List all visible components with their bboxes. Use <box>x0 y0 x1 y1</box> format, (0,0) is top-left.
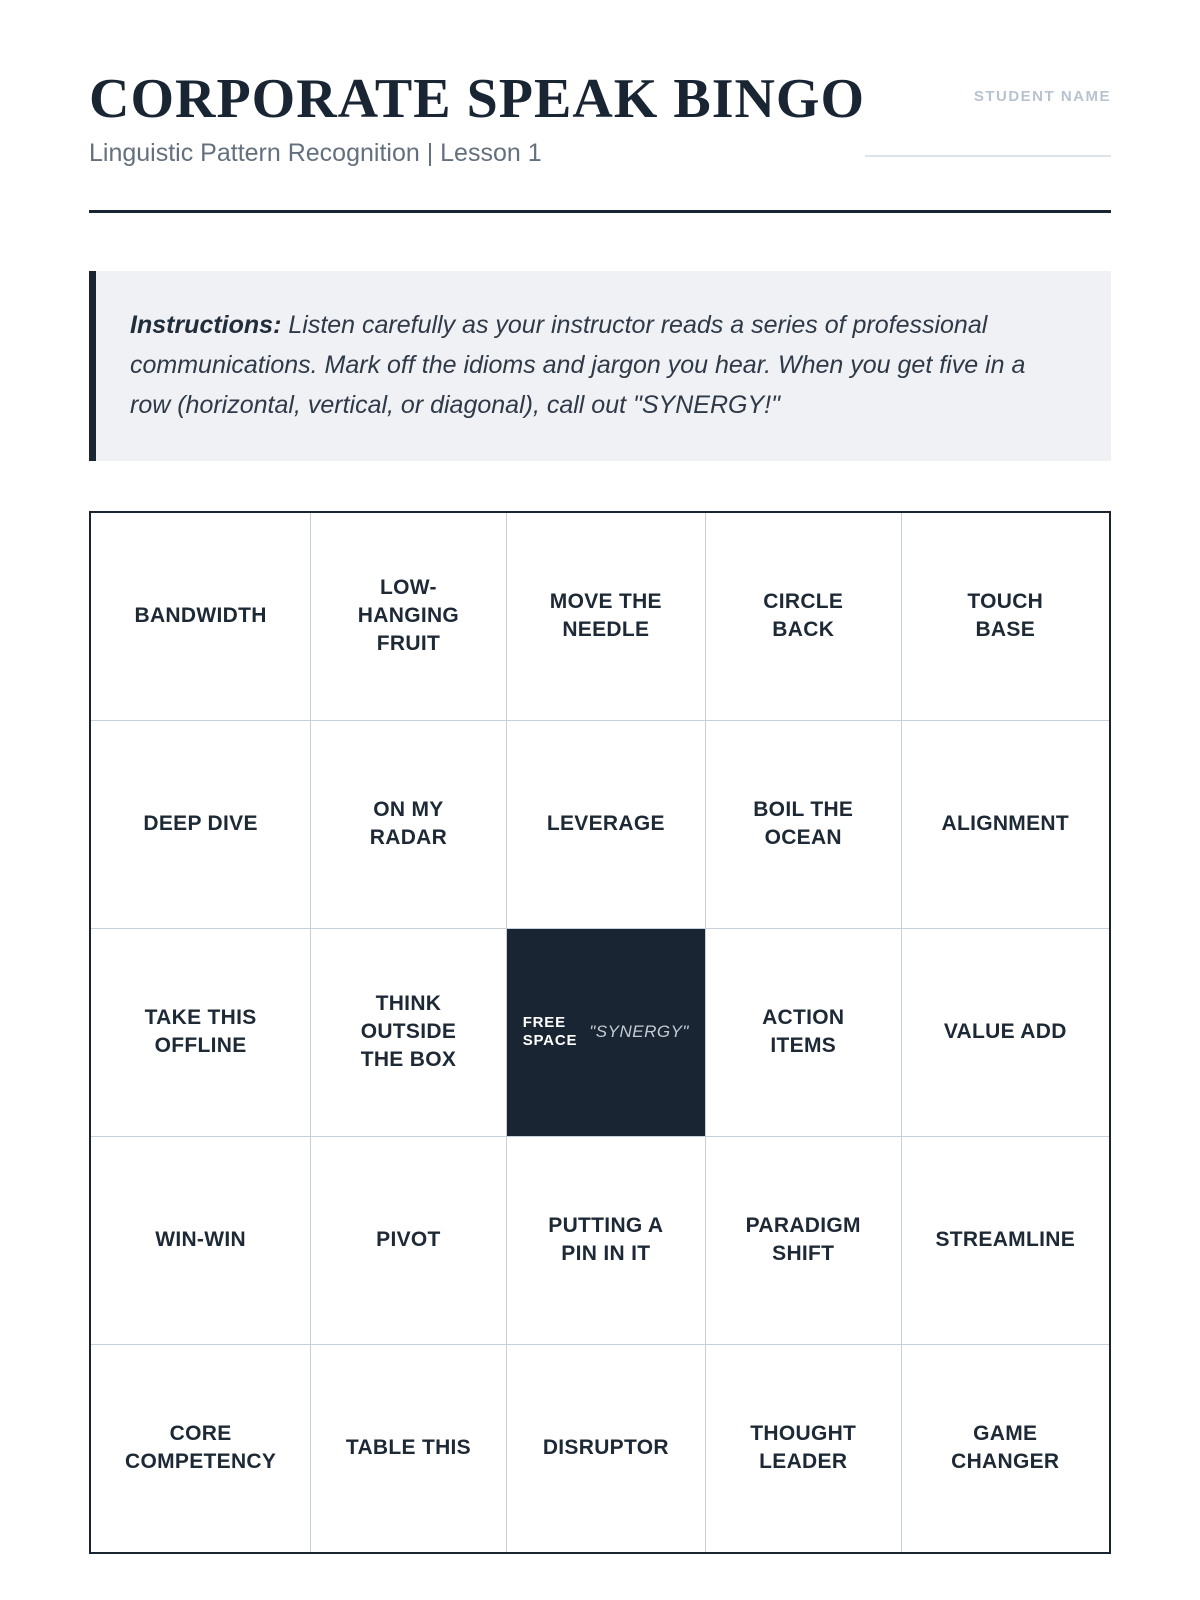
header-text-group <box>89 70 865 168</box>
bingo-grid <box>89 511 1111 1554</box>
page-subtitle: Linguistic Pattern Recognition | Lesson 1 <box>89 138 542 167</box>
bingo-cell[interactable]: MOVE THE NEEDLE <box>507 513 705 720</box>
student-name-label: STUDENT NAME <box>973 88 1111 105</box>
bingo-cell[interactable]: ACTION ITEMS <box>706 929 901 1136</box>
bingo-cell[interactable]: ALIGNMENT <box>902 721 1110 928</box>
student-name-input-line[interactable] <box>865 155 1111 157</box>
instructions-label: Instructions: <box>130 310 282 339</box>
instructions-text: Listen carefully as your instructor reads a series of professional communications. Mark off the idioms and jargon you hear. When you get five in a row (horizontal, vertical, or diagonal), call out "SYNERGY!" <box>130 310 1026 419</box>
student-name-block <box>865 70 1111 157</box>
bingo-cell[interactable]: THINK OUTSIDE THE BOX <box>311 929 506 1136</box>
bingo-cell[interactable]: LOW-HANGING FRUIT <box>311 513 506 720</box>
bingo-cell[interactable]: LEVERAGE <box>507 721 705 928</box>
bingo-cell[interactable]: THOUGHT LEADER <box>706 1345 901 1552</box>
bingo-cell[interactable]: TAKE THIS OFFLINE <box>91 929 310 1136</box>
free-space-label <box>523 1014 578 1052</box>
instructions-box <box>89 271 1111 461</box>
worksheet-page <box>89 0 1111 1554</box>
bingo-cell[interactable]: GAME CHANGER <box>902 1345 1110 1552</box>
bingo-cell[interactable]: STREAMLINE <box>902 1137 1110 1344</box>
bingo-cell[interactable]: VALUE ADD <box>902 929 1110 1136</box>
bingo-cell[interactable]: CORE COMPETENCY <box>91 1345 310 1552</box>
bingo-cell[interactable]: TABLE THIS <box>311 1345 506 1552</box>
bingo-cell[interactable]: DISRUPTOR <box>507 1345 705 1552</box>
header <box>89 70 1111 168</box>
bingo-cell[interactable]: DEEP DIVE <box>91 721 310 928</box>
bingo-cell[interactable]: BANDWIDTH <box>91 513 310 720</box>
bingo-cell[interactable]: BOIL THE OCEAN <box>706 721 901 928</box>
free-space-line1: FREE <box>522 1013 566 1031</box>
bingo-cell[interactable]: TOUCH BASE <box>902 513 1110 720</box>
bingo-cell[interactable]: CIRCLE BACK <box>706 513 901 720</box>
free-space-phrase: "SYNERGY" <box>589 1021 689 1041</box>
page-title: CORPORATE SPEAK BINGO <box>89 68 866 130</box>
bingo-cell[interactable]: PUTTING A PIN IN IT <box>507 1137 705 1344</box>
bingo-cell[interactable]: PIVOT <box>311 1137 506 1344</box>
bingo-cell[interactable]: ON MY RADAR <box>311 721 506 928</box>
bingo-cell[interactable]: PARADIGM SHIFT <box>706 1137 901 1344</box>
free-space-line2: SPACE <box>522 1032 578 1050</box>
free-space-cell[interactable] <box>507 929 705 1136</box>
header-divider <box>89 210 1111 213</box>
bingo-cell[interactable]: WIN-WIN <box>91 1137 310 1344</box>
